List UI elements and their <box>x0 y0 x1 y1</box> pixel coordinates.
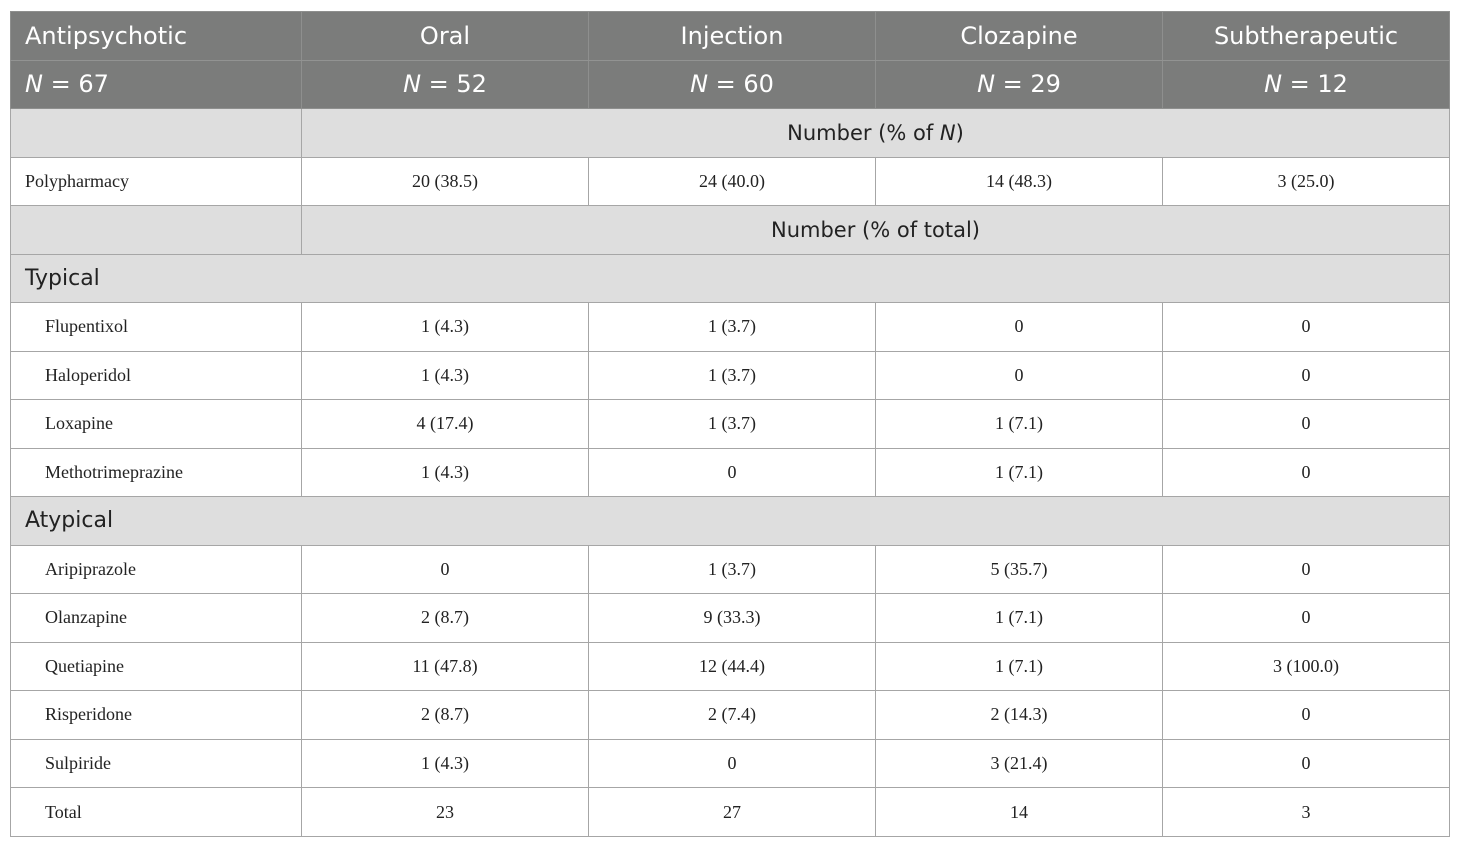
cell-injection: 0 <box>589 448 876 497</box>
row-label: Sulpiride <box>11 739 302 788</box>
header-n-subtherapeutic: N = 12 <box>1163 60 1450 109</box>
row-label: Total <box>11 788 302 837</box>
empty-cell <box>11 109 302 158</box>
table-row <box>11 642 1450 691</box>
table-row <box>11 351 1450 400</box>
section-number-of-total <box>11 206 1450 255</box>
row-label: Olanzapine <box>11 594 302 643</box>
cell-clozapine: 3 (21.4) <box>876 739 1163 788</box>
cell-oral: 4 (17.4) <box>302 400 589 449</box>
cell-subtherapeutic: 0 <box>1163 594 1450 643</box>
cell-injection: 2 (7.4) <box>589 691 876 740</box>
header-antipsychotic: Antipsychotic <box>11 12 302 61</box>
header-injection: Injection <box>589 12 876 61</box>
cell-oral: 2 (8.7) <box>302 691 589 740</box>
cell-subtherapeutic: 3 <box>1163 788 1450 837</box>
cell-injection: 9 (33.3) <box>589 594 876 643</box>
cell-subtherapeutic: 0 <box>1163 351 1450 400</box>
cell-injection: 1 (3.7) <box>589 545 876 594</box>
group-label-atypical: Atypical <box>11 497 1450 546</box>
row-label: Risperidone <box>11 691 302 740</box>
cell-subtherapeutic: 0 <box>1163 448 1450 497</box>
header-n-injection: N = 60 <box>589 60 876 109</box>
cell-clozapine: 0 <box>876 303 1163 352</box>
group-label-typical: Typical <box>11 254 1450 303</box>
cell-clozapine: 5 (35.7) <box>876 545 1163 594</box>
cell-injection: 1 (3.7) <box>589 303 876 352</box>
group-typical <box>11 254 1450 303</box>
header-row-n <box>11 60 1450 109</box>
header-row-titles <box>11 12 1450 61</box>
empty-cell <box>11 206 302 255</box>
header-n-clozapine: N = 29 <box>876 60 1163 109</box>
cell-oral: 0 <box>302 545 589 594</box>
cell-oral: 20 (38.5) <box>302 157 589 206</box>
table-row <box>11 691 1450 740</box>
cell-subtherapeutic: 0 <box>1163 739 1450 788</box>
antipsychotic-table <box>10 11 1450 837</box>
header-clozapine: Clozapine <box>876 12 1163 61</box>
cell-clozapine: 1 (7.1) <box>876 448 1163 497</box>
cell-oral: 1 (4.3) <box>302 448 589 497</box>
row-label: Aripiprazole <box>11 545 302 594</box>
header-n-oral: N = 52 <box>302 60 589 109</box>
cell-subtherapeutic: 0 <box>1163 691 1450 740</box>
cell-oral: 11 (47.8) <box>302 642 589 691</box>
cell-injection: 27 <box>589 788 876 837</box>
cell-clozapine: 2 (14.3) <box>876 691 1163 740</box>
table-row <box>11 448 1450 497</box>
cell-subtherapeutic: 3 (25.0) <box>1163 157 1450 206</box>
header-subtherapeutic: Subtherapeutic <box>1163 12 1450 61</box>
cell-injection: 24 (40.0) <box>589 157 876 206</box>
row-label: Flupentixol <box>11 303 302 352</box>
section-label-total: Number (% of total) <box>302 206 1450 255</box>
section-number-of-n <box>11 109 1450 158</box>
table-row <box>11 545 1450 594</box>
cell-clozapine: 14 (48.3) <box>876 157 1163 206</box>
group-atypical <box>11 497 1450 546</box>
cell-clozapine: 1 (7.1) <box>876 400 1163 449</box>
section-label-n: Number (% of N) <box>302 109 1450 158</box>
cell-oral: 23 <box>302 788 589 837</box>
cell-oral: 1 (4.3) <box>302 739 589 788</box>
cell-injection: 12 (44.4) <box>589 642 876 691</box>
cell-injection: 1 (3.7) <box>589 351 876 400</box>
table-row <box>11 594 1450 643</box>
cell-injection: 1 (3.7) <box>589 400 876 449</box>
cell-clozapine: 1 (7.1) <box>876 594 1163 643</box>
row-label: Haloperidol <box>11 351 302 400</box>
cell-subtherapeutic: 0 <box>1163 400 1450 449</box>
cell-injection: 0 <box>589 739 876 788</box>
cell-subtherapeutic: 0 <box>1163 303 1450 352</box>
cell-subtherapeutic: 0 <box>1163 545 1450 594</box>
cell-oral: 1 (4.3) <box>302 351 589 400</box>
cell-clozapine: 1 (7.1) <box>876 642 1163 691</box>
table-row <box>11 400 1450 449</box>
cell-oral: 2 (8.7) <box>302 594 589 643</box>
row-label: Loxapine <box>11 400 302 449</box>
cell-subtherapeutic: 3 (100.0) <box>1163 642 1450 691</box>
cell-clozapine: 14 <box>876 788 1163 837</box>
row-label: Quetiapine <box>11 642 302 691</box>
header-n-total: N = 67 <box>11 60 302 109</box>
table-row <box>11 303 1450 352</box>
table-row-total <box>11 788 1450 837</box>
row-label: Polypharmacy <box>11 157 302 206</box>
header-oral: Oral <box>302 12 589 61</box>
cell-oral: 1 (4.3) <box>302 303 589 352</box>
cell-clozapine: 0 <box>876 351 1163 400</box>
table-row-polypharmacy <box>11 157 1450 206</box>
row-label: Methotrimeprazine <box>11 448 302 497</box>
table-row <box>11 739 1450 788</box>
